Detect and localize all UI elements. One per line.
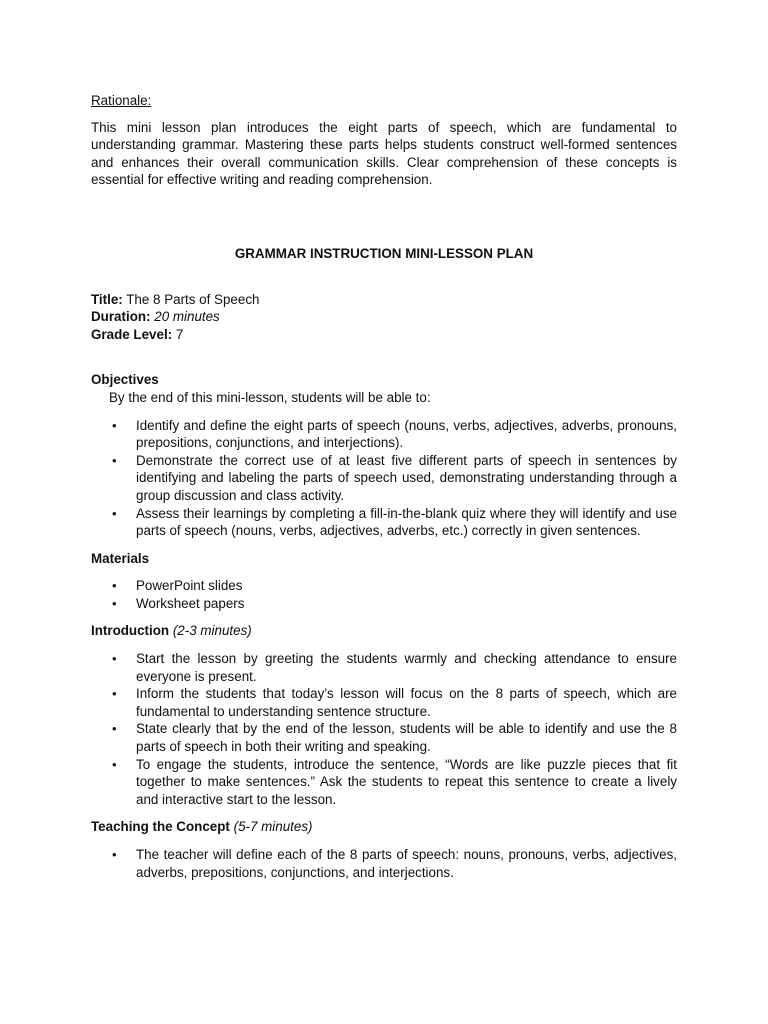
bullet-icon: • <box>112 847 117 862</box>
objective-text: Demonstrate the correct use of at least five different parts of speech in sentences by identifying and labeling the parts of speech used, demonstrating understanding through a group discussion and class activity. <box>136 452 677 503</box>
material-text: Worksheet papers <box>136 595 245 611</box>
bullet-icon: • <box>112 595 117 611</box>
rationale-heading: Rationale: <box>91 93 152 108</box>
material-text: PowerPoint slides <box>136 578 243 594</box>
bullet-icon: • <box>112 756 117 772</box>
bullet-icon: • <box>112 452 117 468</box>
meta-title-value: The 8 Parts of Speech <box>122 291 260 307</box>
introduction-text: Inform the students that today’s lesson will focus on the 8 parts of speech, which are fundamental to understanding sentence structure. <box>136 686 677 719</box>
bullet-icon: • <box>112 505 117 521</box>
meta-grade-line <box>91 326 677 344</box>
list-item <box>91 452 677 505</box>
rationale-paragraph: This mini lesson plan introduces the eight parts of speech, which are fundamental to understanding grammar. Mastering these parts helps students construct well-formed sentences and enhances their overall communication skills. Clear comprehension of these concepts is essential for effective writing and reading comprehension. <box>91 119 677 188</box>
list-item <box>91 417 677 452</box>
list-item <box>91 577 677 595</box>
teaching-duration: (5-7 minutes) <box>233 819 313 835</box>
list-item <box>91 505 677 540</box>
materials-list <box>91 577 677 612</box>
document-body <box>91 92 677 881</box>
meta-grade-value: 7 <box>172 326 184 342</box>
list-item <box>91 720 677 755</box>
introduction-heading: Introduction <box>91 623 170 639</box>
objective-text: Assess their learnings by completing a fill-in-the-blank quiz where they will identify and use parts of speech (nouns, verbs, adjectives, adverbs, etc.) correctly in given sentences. <box>136 505 677 539</box>
teaching-heading-line <box>91 818 677 836</box>
meta-title-label: Title: <box>91 291 123 307</box>
objectives-list <box>91 417 677 540</box>
meta-title-line <box>91 291 677 309</box>
list-item <box>91 595 677 613</box>
bullet-icon: • <box>112 721 117 737</box>
meta-duration-value: 20 minutes <box>154 309 220 325</box>
bullet-icon: • <box>112 417 117 433</box>
lesson-meta <box>91 291 677 344</box>
teaching-list <box>91 846 677 881</box>
introduction-duration: (2-3 minutes) <box>172 623 252 639</box>
materials-heading: Materials <box>91 550 150 566</box>
list-item <box>91 846 677 881</box>
bullet-icon: • <box>112 686 117 702</box>
introduction-list <box>91 650 677 808</box>
meta-duration-label: Duration: <box>91 309 151 325</box>
introduction-text: Start the lesson by greeting the students warmly and checking attendance to ensure everyone is present. <box>136 651 677 684</box>
teaching-heading: Teaching the Concept <box>91 819 230 835</box>
list-item <box>91 756 677 809</box>
teaching-text: The teacher will define each of the 8 parts of speech: nouns, pronouns, verbs, adjectives, adverbs, prepositions, conjunctions, and interjections. <box>136 847 677 880</box>
introduction-text: State clearly that by the end of the lesson, students will be able to identify and use the 8 parts of speech in both their writing and speaking. <box>136 721 677 755</box>
list-item <box>91 650 677 685</box>
bullet-icon: • <box>112 578 117 594</box>
plan-title: GRAMMAR INSTRUCTION MINI-LESSON PLAN <box>234 245 534 261</box>
objective-text: Identify and define the eight parts of speech (nouns, verbs, adjectives, adverbs, pronouns, prepositions, conjunctions, and interjections). <box>136 417 677 451</box>
objectives-intro: By the end of this mini-lesson, students will be able to: <box>109 389 431 405</box>
bullet-icon: • <box>112 651 117 667</box>
list-item <box>91 685 677 720</box>
introduction-text: To engage the students, introduce the sentence, “Words are like puzzle pieces that fit together to make sentences.” Ask the students to repeat this sentence to create a lively and interactive start to the lesson. <box>136 756 677 807</box>
objectives-heading: Objectives <box>91 372 159 388</box>
introduction-heading-line <box>91 622 677 640</box>
meta-duration-line <box>91 308 677 326</box>
meta-grade-label: Grade Level: <box>91 326 173 342</box>
